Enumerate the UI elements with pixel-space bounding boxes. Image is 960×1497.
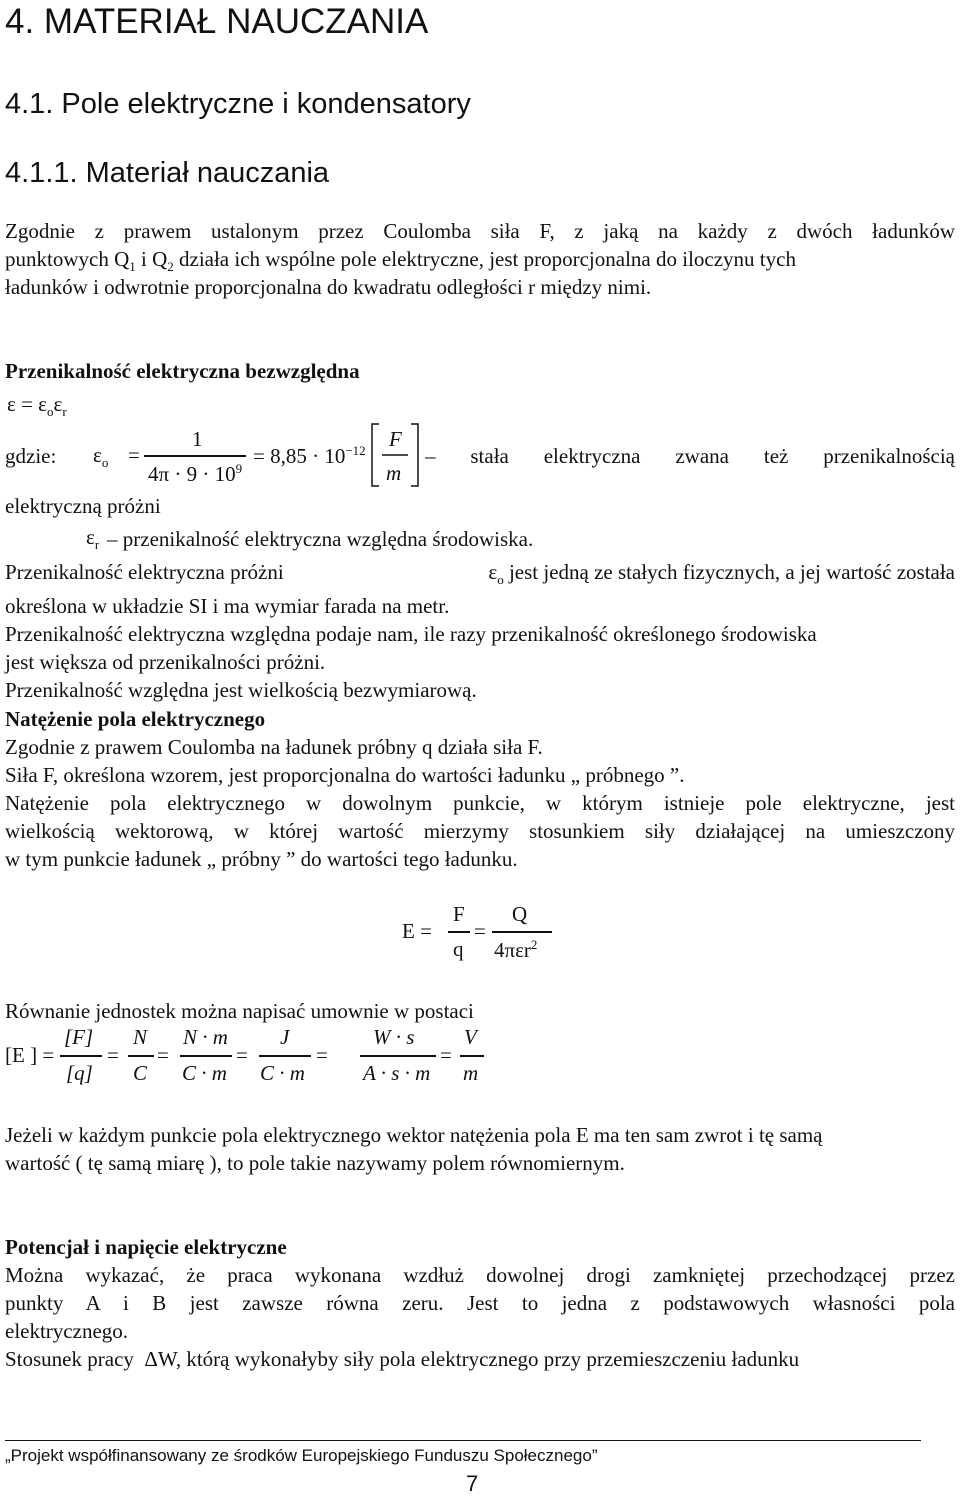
- formula-text: ε = ε: [7, 392, 47, 416]
- epsilon-r-description: – przenikalność elektryczna względna środowiska.: [107, 527, 534, 551]
- unit-frac-den: m: [463, 1061, 479, 1085]
- paragraph-line: [5, 1345, 799, 1373]
- formula-text: ε: [488, 560, 498, 584]
- superscript: 9: [235, 461, 243, 476]
- constant-value: [253, 443, 366, 469]
- paragraph-line: Zgodnie z prawem Coulomba na ładunek próbny q działa siła F.: [5, 735, 543, 759]
- equals-sign: =: [316, 1043, 328, 1067]
- subscript: r: [94, 537, 100, 553]
- fraction-line: [460, 1055, 484, 1057]
- field-eq-num: F: [453, 902, 465, 926]
- formula-text: ε: [53, 392, 63, 416]
- intro-line-1: Zgodnie z prawem ustalonym przez Coulomba siła F, z jaką na każdy z dwóch ładunków: [5, 219, 955, 243]
- constant-description-cont: elektryczną próżni: [5, 494, 161, 518]
- fraction-line: [180, 1055, 232, 1057]
- gdzie-label: gdzie:: [5, 444, 57, 468]
- units-intro: Równanie jednostek można napisać umownie w postaci: [5, 999, 474, 1023]
- paragraph-line: Siła F, określona wzorem, jest proporcjonalna do wartości ładunku „ próbnego ”.: [5, 763, 685, 787]
- equals-sign: =: [474, 919, 486, 943]
- unit-frac-num: J: [280, 1025, 290, 1049]
- subscript: o: [497, 572, 504, 588]
- unit-frac-num: N: [133, 1025, 148, 1049]
- section-heading: 4.1. Pole elektryczne i kondensatory: [5, 88, 471, 120]
- unit-frac-den: C: [133, 1061, 148, 1085]
- paragraph-line: punkty A i B jest zawsze równa zeru. Jest to jedna z podstawowych własności pola: [5, 1291, 955, 1315]
- subsection-heading: 4.1.1. Materiał nauczania: [5, 157, 330, 189]
- paragraph-line: jest większa od przenikalności próżni.: [5, 650, 326, 674]
- epsilon-r-symbol: [86, 525, 99, 553]
- epsilon-o-inline: [488, 558, 955, 594]
- paragraph-line: określona w układzie SI i ma wymiar farada na metr.: [5, 594, 450, 618]
- vacuum-permittivity-line: [5, 558, 955, 594]
- fraction-line: [128, 1055, 154, 1057]
- field-eq-lhs: E =: [402, 919, 432, 943]
- equals-sign: =: [107, 1043, 119, 1067]
- unit-frac-num: [F]: [64, 1025, 94, 1049]
- paragraph-line: Przenikalność względna jest wielkością bezwymiarową.: [5, 678, 477, 702]
- equals-sign: =: [440, 1043, 452, 1067]
- fraction-line: [492, 931, 552, 933]
- unit-frac-num: W · s: [373, 1025, 415, 1049]
- field-eq-num2: Q: [512, 902, 528, 926]
- intro-text: i Q: [135, 247, 168, 271]
- subscript: o: [46, 404, 54, 420]
- formula-text: 4πεr: [494, 938, 531, 962]
- formula-text: 4π · 9 · 10: [148, 462, 236, 486]
- field-eq-den2: [494, 937, 537, 963]
- formula-text: ε: [93, 443, 102, 467]
- equals-sign: =: [236, 1043, 248, 1067]
- permittivity-formula: [7, 392, 67, 420]
- footer-project: „Projekt współfinansowany ze środków Europejskiego Funduszu Społecznego”: [5, 1446, 598, 1465]
- intro-line-3: ładunków i odwrotnie proporcjonalna do kwadratu odległości r między nimi.: [5, 275, 652, 299]
- unit-frac-num: V: [464, 1025, 477, 1049]
- paragraph-line: wartość ( tę samą miarę ), to pole takie nazywamy polem równomiernym.: [5, 1151, 625, 1175]
- fraction-line: [60, 1055, 102, 1057]
- paragraph-text: jest jedną ze stałych fizycznych, a jej wartość została: [508, 560, 955, 584]
- paragraph-line: Przenikalność elektryczna względna podaje nam, ile razy przenikalność określonego środowiska: [5, 622, 817, 646]
- constant-description: – stała elektryczna zwana też przenikalnością: [425, 444, 955, 468]
- subscript: r: [62, 404, 67, 420]
- paragraph-text: Stosunek pracy: [5, 1347, 134, 1371]
- superscript: 2: [530, 937, 538, 952]
- unit-frac-den: C · m: [182, 1061, 227, 1085]
- paragraph-line: elektrycznego.: [5, 1319, 129, 1343]
- field-title: Natężenie pola elektrycznego: [5, 707, 266, 731]
- paragraph-line: w tym punkcie ładunek „ próbny ” do wartości tego ładunku.: [5, 847, 518, 871]
- paragraph-text: Przenikalność elektryczna próżni: [5, 560, 284, 584]
- paragraph-line: Jeżeli w każdym punkcie pola elektrycznego wektor natężenia pola E ma ten sam zwrot i tę samą: [5, 1123, 823, 1147]
- fraction-line: [144, 455, 246, 457]
- intro-text: działa ich wspólne pole elektryczne, jest proporcjonalna do iloczynu tych: [173, 247, 796, 271]
- fraction-line: [259, 1055, 311, 1057]
- fraction-numerator: 1: [192, 427, 203, 451]
- paragraph-text: , którą wykonałyby siły pola elektrycznego przy przemieszczeniu ładunku: [175, 1347, 800, 1371]
- footer-divider: [5, 1440, 921, 1441]
- permittivity-title: Przenikalność elektryczna bezwzględna: [5, 359, 360, 383]
- equals-sign: =: [157, 1043, 169, 1067]
- potential-title: Potencjał i napięcie elektryczne: [5, 1235, 287, 1259]
- delta-w: ΔW: [144, 1347, 176, 1371]
- formula-text: ε: [86, 525, 95, 549]
- unit-denominator: m: [386, 461, 402, 485]
- formula-text: = 8,85 · 10: [253, 444, 346, 468]
- unit-numerator: F: [389, 427, 402, 451]
- unit-frac-den: A · s · m: [363, 1061, 431, 1085]
- unit-frac-num: N · m: [183, 1025, 228, 1049]
- subscript: 2: [167, 259, 174, 275]
- equals-sign: =: [128, 443, 140, 467]
- epsilon-symbol: [93, 443, 108, 471]
- fraction-line: [448, 931, 470, 933]
- unit-frac-den: [q]: [66, 1061, 93, 1085]
- fraction-denominator: [148, 461, 242, 487]
- paragraph-line: Można wykazać, że praca wykonana wzdłuż dowolnej drogi zamkniętej przechodzącej przez: [5, 1263, 955, 1287]
- unit-frac-den: C · m: [260, 1061, 305, 1085]
- chapter-heading: 4. MATERIAŁ NAUCZANIA: [5, 2, 429, 41]
- paragraph-line: Natężenie pola elektrycznego w dowolnym punkcie, w którym istnieje pole elektryczne, jest: [5, 791, 955, 815]
- intro-text: punktowych Q: [5, 247, 130, 271]
- paragraph-line: wielkością wektorową, w której wartość mierzymy stosunkiem siły działającej na umieszczony: [5, 819, 955, 843]
- units-lhs: [E ] =: [5, 1043, 55, 1067]
- field-eq-den: q: [453, 937, 464, 961]
- subscript: o: [101, 455, 109, 471]
- fraction-line: [360, 1055, 436, 1057]
- superscript: −12: [345, 443, 366, 458]
- subscript: 1: [129, 259, 136, 275]
- page-number: 7: [466, 1471, 479, 1496]
